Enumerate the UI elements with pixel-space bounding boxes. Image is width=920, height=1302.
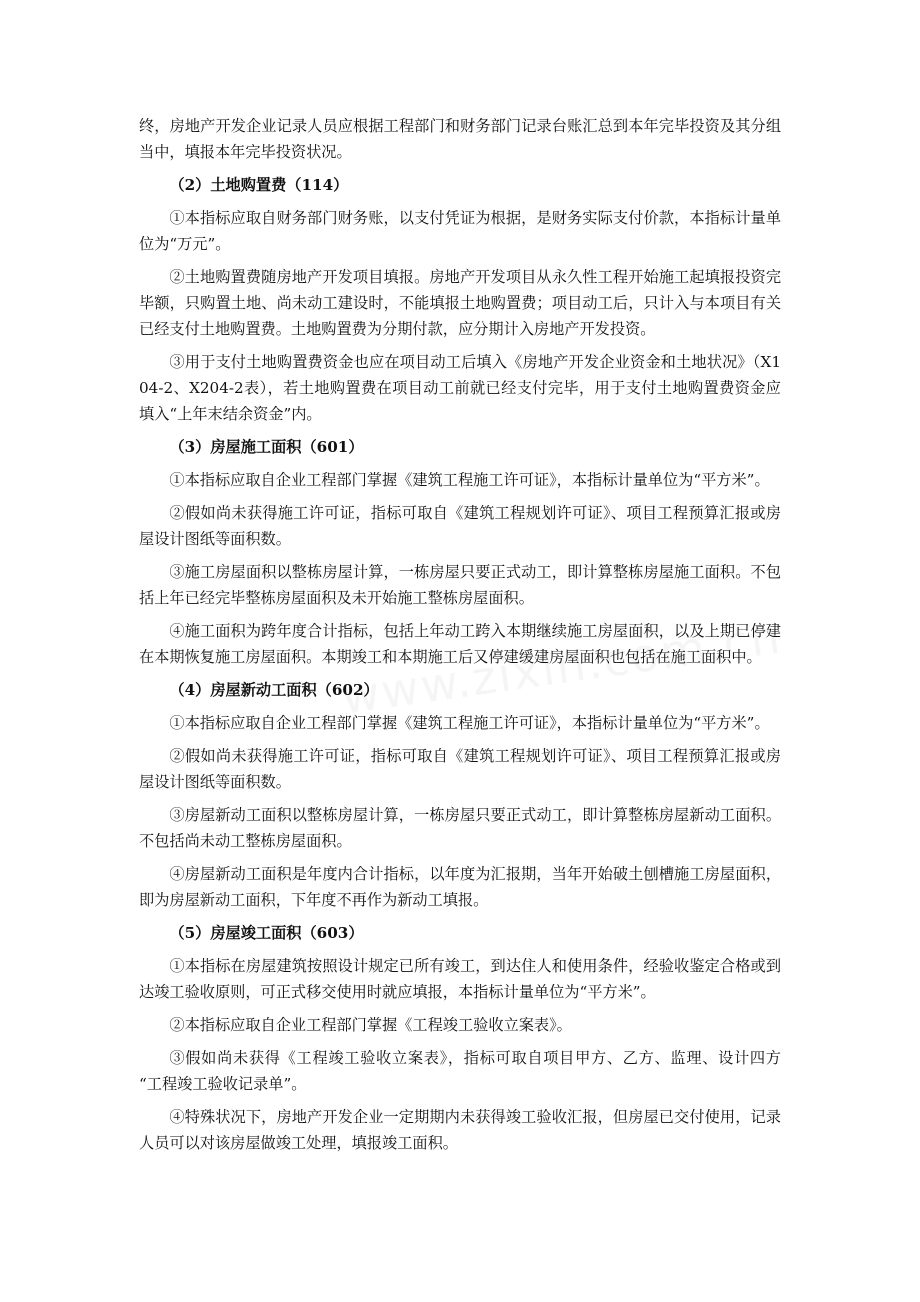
body-paragraph: ③施工房屋面积以整栋房屋计算，一栋房屋只要正式动工，即计算整栋房屋施工面积。不包括上年已经完毕整栋房屋面积及未开始施工整栋房屋面积。: [139, 563, 781, 607]
paragraph-spacer: [139, 670, 781, 677]
paragraph-spacer: [139, 552, 781, 559]
paragraph-spacer: [139, 257, 781, 264]
paragraph-spacer: [139, 165, 781, 172]
section-heading: （2）土地购置费（114）: [169, 176, 349, 194]
paragraph-spacer: [139, 703, 781, 710]
paragraph-spacer: [139, 854, 781, 861]
paragraph-spacer: [139, 611, 781, 618]
paragraph-spacer: [139, 913, 781, 920]
body-paragraph: 终，房地产开发企业记录人员应根据工程部门和财务部门记录台账汇总到本年完毕投资及其分组当中，填报本年完毕投资状况。: [139, 117, 781, 161]
body-paragraph: ②土地购置费随房地产开发项目填报。房地产开发项目从永久性工程开始施工起填报投资完毕额，只购置土地、尚未动工建设时，不能填报土地购置费；项目动工后，只计入与本项目有关已经支付土地购置费。土地购置费为分期付款，应分期计入房地产开发投资。: [139, 268, 781, 338]
section-heading: （4）房屋新动工面积（602）: [169, 681, 379, 699]
body-paragraph: ③用于支付土地购置费资金也应在项目动工后填入《房地产开发企业资金和土地状况》（X104-2、X204-2表），若土地购置费在项目动工前就已经支付完毕，用于支付土地购置费资金应填入“上年末结余资金”内。: [139, 353, 781, 423]
body-paragraph: ①本指标应取自财务部门财务账，以支付凭证为根据，是财务实际支付价款，本指标计量单位为“万元”。: [139, 209, 781, 253]
paragraph-spacer: [139, 1097, 781, 1104]
body-paragraph: ②本指标应取自企业工程部门掌握《工程竣工验收立案表》。: [169, 1016, 572, 1034]
paragraph-spacer: [139, 1005, 781, 1012]
body-paragraph: ④施工面积为跨年度合计指标，包括上年动工跨入本期继续施工房屋面积，以及上期已停建在本期恢复施工房屋面积。本期竣工和本期施工后又停建缓建房屋面积也包括在施工面积中。: [139, 622, 781, 666]
paragraph-spacer: [139, 342, 781, 349]
body-paragraph: ②假如尚未获得施工许可证，指标可取自《建筑工程规划许可证》、项目工程预算汇报或房屋设计图纸等面积数。: [139, 747, 781, 791]
body-paragraph: ②假如尚未获得施工许可证，指标可取自《建筑工程规划许可证》、项目工程预算汇报或房屋设计图纸等面积数。: [139, 504, 781, 548]
body-paragraph: ④房屋新动工面积是年度内合计指标，以年度为汇报期，当年开始破土刨槽施工房屋面积，即为房屋新动工面积，下年度不再作为新动工填报。: [139, 865, 781, 909]
section-heading: （3）房屋施工面积（601）: [169, 438, 364, 456]
paragraph-spacer: [139, 946, 781, 953]
paragraph-spacer: [139, 460, 781, 467]
paragraph-spacer: [139, 198, 781, 205]
paragraph-spacer: [139, 493, 781, 500]
body-paragraph: ①本指标在房屋建筑按照设计规定已所有竣工，到达住人和使用条件，经验收鉴定合格或到达竣工验收原则，可正式移交使用时就应填报，本指标计量单位为“平方米”。: [139, 957, 781, 1001]
paragraph-spacer: [139, 1038, 781, 1045]
paragraph-spacer: [139, 795, 781, 802]
body-paragraph: ①本指标应取自企业工程部门掌握《建筑工程施工许可证》，本指标计量单位为“平方米”。: [169, 471, 770, 489]
body-paragraph: ③房屋新动工面积以整栋房屋计算，一栋房屋只要正式动工，即计算整栋房屋新动工面积。不包括尚未动工整栋房屋面积。: [139, 806, 781, 850]
body-paragraph: ④特殊状况下，房地产开发企业一定期期内未获得竣工验收汇报，但房屋已交付使用，记录人员可以对该房屋做竣工处理，填报竣工面积。: [139, 1108, 781, 1152]
section-heading: （5）房屋竣工面积（603）: [169, 924, 364, 942]
body-paragraph: ③假如尚未获得《工程竣工验收立案表》，指标可取自项目甲方、乙方、监理、设计四方 “工程竣工验收记录单”。: [139, 1049, 781, 1093]
body-paragraph: ①本指标应取自企业工程部门掌握《建筑工程施工许可证》，本指标计量单位为“平方米”。: [169, 714, 770, 732]
document-body: [139, 113, 781, 1156]
paragraph-spacer: [139, 427, 781, 434]
paragraph-spacer: [139, 736, 781, 743]
